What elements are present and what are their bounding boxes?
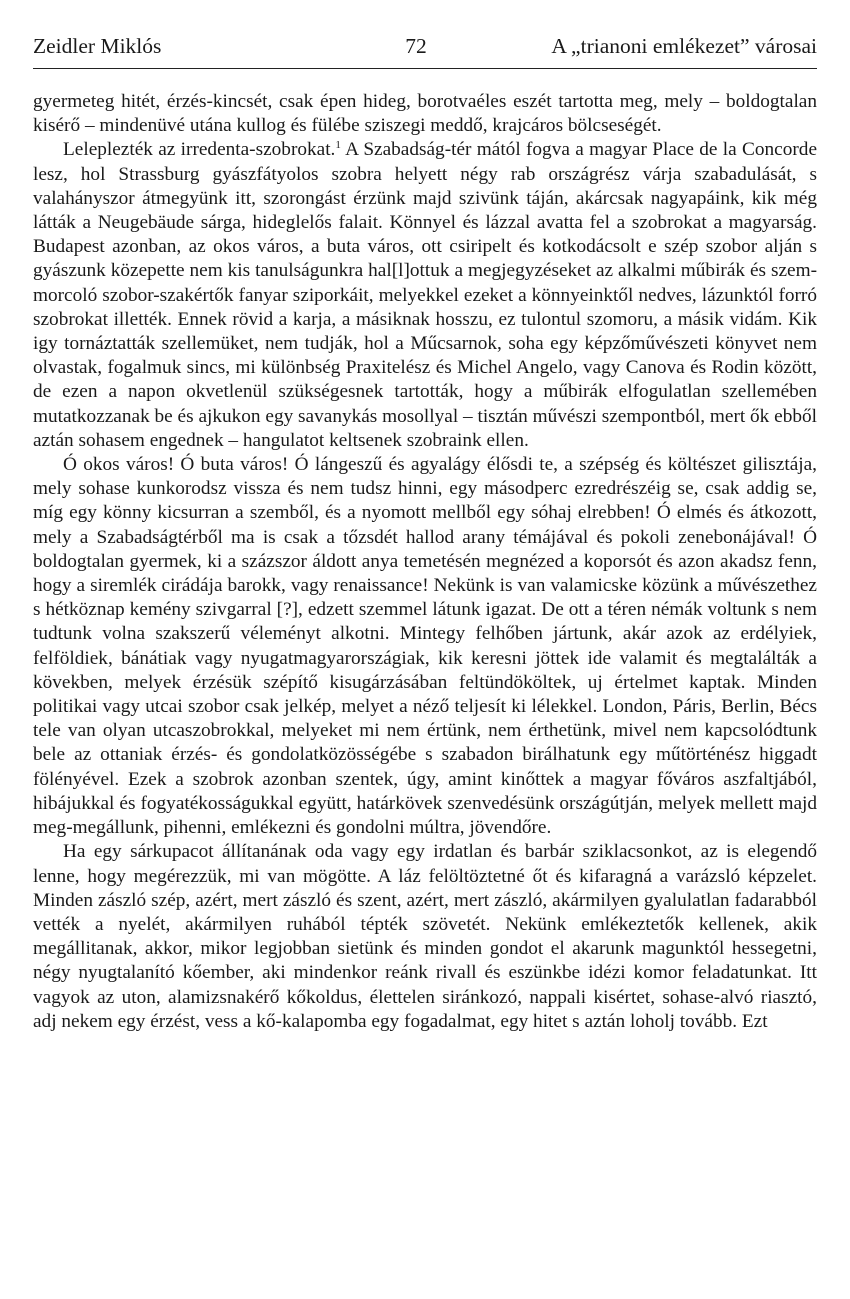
paragraph-2 xyxy=(33,138,817,453)
paragraph-3: Ó okos város! Ó buta város! Ó lángeszű és agyalágy élősdi te, a szépség és költészet gilisztája, mely sohase kunkorodsz vissza és nem tudsz hinni, egy másodperc ezredrészéig se, csak addig se, míg egy könny kicsurran a szemből, és a nyomott mellből egy sóhaj elrebben! Ó elmés és átkozott, mely a Szabadságtérből ma is csak a tőzsdét hallod arany témájával és pokoli zenebonájával! Ó boldogtalan gyermek, ki a százszor áldott anya temetésén megnézed a koporsót és azon akadsz fenn, hogy a siremlék cirádája barokk, vagy renaissance! Nekünk is van valamicske közünk a művészethez s hétköznap kemény szivgarral [?], edzett szemmel látunk igazat. De ott a téren némák voltunk s nem tudtunk volna szakszerű véleményt alkotni. Mintegy felhőben jártunk, akár azok az erdélyiek, felföldiek, bánátiak vagy nyugatmagyarországiak, kik keresni jöttek ide valamit és megtalálták a kövekben, melyek érzésük szépítő kisugárzásában feltündököltek, uj értelmet kaptak. Minden politikai vagy utcai szobor csak jelkép, melyet a néző teljesít ki lélekkel. London, Páris, Berlin, Bécs tele van olyan utcaszobrokkal, melyeket mi nem értünk, nem érthetünk, mivel nem kapcsolódtunk bele az ottaniak érzés- és gondolatközösségébe s szabadon birálhatunk egy műtörténész higgadt fölényével. Ezek a szobrok azonban szentek, úgy, amint kinőttek a magyar főváros aszfaltjából, hibájukkal és fogyatékosságukkal együtt, határkövek szenvedésünk országútján, melyek mellett majd meg-megállunk, pihenni, emlékezni és gondolni múltra, jövendőre. xyxy=(33,454,817,839)
paragraph-1: gyermeteg hitét, érzés-kincsét, csak épen hideg, borotvaéles eszét tartotta meg, mely – boldogtalan kisérő – mindenüvé utána kullog és fülébe sziszegi meddő, krajcáros bölcseségét. xyxy=(33,91,817,137)
paragraph-4: Ha egy sárkupacot állítanának oda vagy egy irdatlan és barbár sziklacsonkot, az is elegendő lenne, hogy megérezzük, mi van mögötte. A láz felöltöztetné őt és kifaragná a varázsló képzelet. Minden zászló szép, azért, mert zászló és szent, azért, mert zászló, akármilyen gyalulatlan fadarabból vették a nyelét, akármilyen ruhából tépték szövetét. Nekünk emlékeztetők kellenek, akik megállitanak, akkor, mikor legjobban sietünk és minden gondot el akarunk magunktól hessegetni, négy nyugtalanító kőember, aki mindenkor reánk rivall és eszünkbe idézi komor feladatunkat. Itt vagyok az uton, alamizsnakérő kőkoldus, élettelen siránkozó, nappali kisértet, sohase-alvó riasztó, adj nekem egy érzést, vess a kő-kalapomba egy fogadalmat, egy hitet s aztán loholj tovább. Ezt xyxy=(33,841,817,1032)
running-header xyxy=(33,30,817,62)
header-page-number: 72 xyxy=(405,34,427,58)
header-author: Zeidler Miklós xyxy=(33,34,162,58)
paragraph-2-rest: A Szabadság-tér mától fogva a magyar Place de la Concorde lesz, hol Strassburg gyászfátyolos szobra helyett négy rab országrész várja szabadulását, s valahányszor átmegyünk itt, szorongást érzünk majd szivünk táján, akárcsak nagyapáink, kik még látták a Neugebäude sárga, hideglelős falait. Könnyel és lázzal avatta fel a szobrokat a magyarság. Budapest azonban, az okos város, a buta város, ott csiripelt és kotkodácsolt e szép szobor alján s gyászunk közepette nem kis tanulságunkra hal[l]ottuk a megjegyzéseket az alkalmi műbirák és szem-morcoló szobor-szakértők fanyar sziporkáit, melyekkel ezeket a könnyeinktől nedves, lázunktól forró szobrokat illették. Ennek rövid a karja, a másiknak hosszu, ez tulontul szomoru, a másik vidám. Kik igy tornáztatták szellemüket, nem tudják, hol a Műcsarnok, soha egy képzőművészeti könyvet nem olvastak, fogalmuk sincs, mi különbség Praxitelész és Michel Angelo, vagy Canova és Rodin között, de ezen a napon okvetlenül szükségesnek tartották, hogy a műbirák elfogulatlan szellemében mutatkozzanak be és ajkukon egy savanykás mosollyal – tisztán művészi szempontból, mert ők ebből aztán sohasem engednek – hangulatot keltsenek szobraink ellen. xyxy=(33,139,817,451)
header-running-title: A „trianoni emlékezet” városai xyxy=(551,34,817,58)
header-rule xyxy=(33,68,817,69)
footnote-marker: 1 xyxy=(335,139,341,152)
body-text xyxy=(33,90,817,1034)
paragraph-2-lead: Leleplezték az irredenta-szobrokat. xyxy=(63,139,336,161)
